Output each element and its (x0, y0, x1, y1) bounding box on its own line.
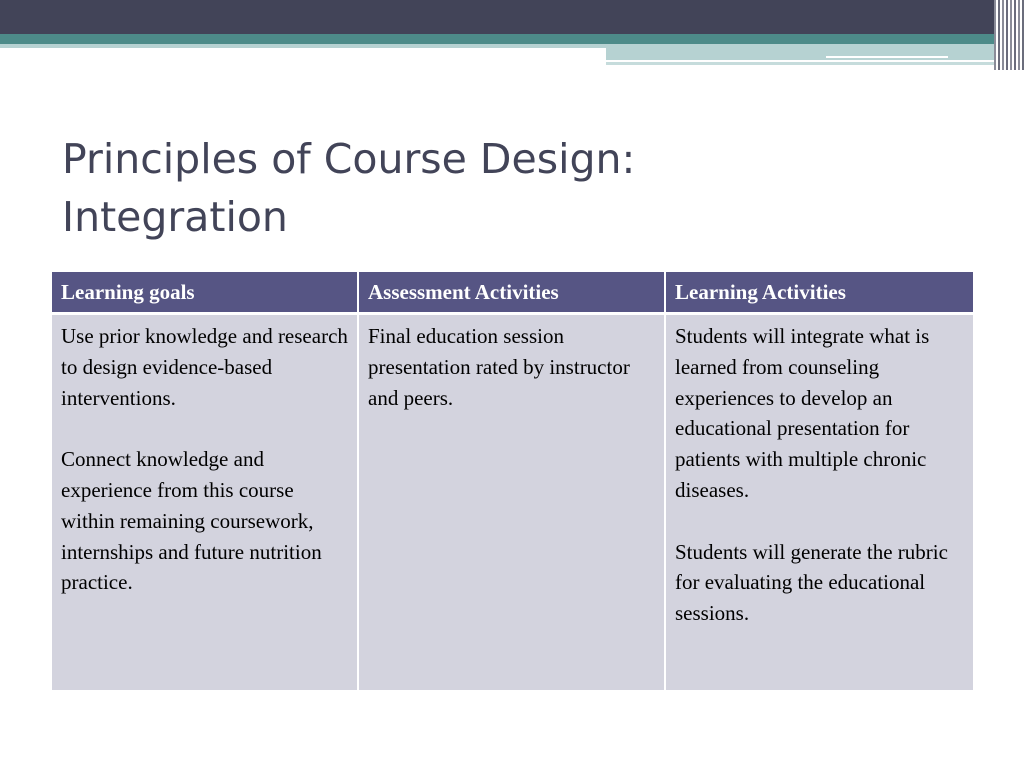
cell-learning-activities (665, 314, 973, 691)
header-learning-activities: Learning Activities (665, 272, 973, 314)
top-band-accent-bar (606, 48, 1006, 60)
header-learning-goals: Learning goals (52, 272, 358, 314)
slide-title-line-1: Principles of Course Design: (62, 135, 636, 183)
top-band-teal-stripe (0, 34, 1024, 44)
assessment-activity-1: Final education session presentation rated by instructor and peers. (368, 324, 630, 410)
table-row (52, 314, 973, 691)
learning-goal-2: Connect knowledge and experience from this course within remaining coursework, internships and future nutrition practice. (61, 447, 322, 595)
slide-title (62, 130, 962, 246)
top-band-accent-gap (826, 56, 948, 58)
top-band-dark (0, 0, 1024, 34)
learning-activity-2: Students will generate the rubric for evaluating the educational sessions. (675, 539, 948, 626)
slide-title-line-2: Integration (62, 193, 288, 241)
learning-activity-1: Students will integrate what is learned from counseling experiences to develop an educational presentation for patients with multiple chronic diseases. (675, 324, 930, 502)
top-band-accent-line (606, 62, 1006, 65)
learning-goal-1: Use prior knowledge and research to design evidence-based interventions. (61, 324, 348, 410)
corner-stripes-decoration (994, 0, 1024, 70)
header-assessment-activities: Assessment Activities (358, 272, 665, 314)
course-design-table (52, 272, 973, 690)
cell-assessment-activities (358, 314, 665, 691)
cell-learning-goals (52, 314, 358, 691)
table-header-row (52, 272, 973, 314)
